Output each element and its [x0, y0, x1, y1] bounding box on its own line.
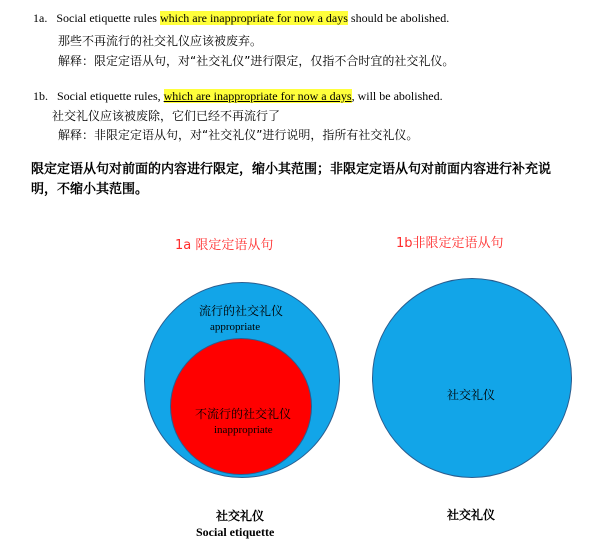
- example-1b-translation: 社交礼仪应该被废除，它们已经不再流行了: [52, 109, 281, 123]
- example-1b-sentence: [33, 89, 443, 104]
- outer-circle-label-en: appropriate: [210, 321, 261, 333]
- outer-circle-label-zh: 流行的社交礼仪: [199, 304, 284, 318]
- diagram-right-title: 1b非限定定语从句: [396, 236, 504, 251]
- inner-circle-label-zh: 不流行的社交礼仪: [195, 407, 292, 421]
- diagram-right-caption-zh: 社交礼仪: [447, 508, 496, 522]
- example-1a-translation: 那些不再流行的社交礼仪应该被废弃。: [58, 34, 263, 48]
- example-1b-sentence-post: , will be abolished.: [351, 89, 443, 103]
- summary-line-2: 明，不缩小其范围。: [31, 182, 149, 197]
- example-1b-number: 1b.: [33, 89, 48, 103]
- diagram-left-caption-en: Social etiquette: [196, 525, 275, 539]
- example-1a-sentence: [33, 11, 449, 26]
- example-1a-sentence-pre: Social etiquette rules: [56, 11, 160, 25]
- diagram-left-caption-zh: 社交礼仪: [216, 509, 265, 523]
- example-1b-sentence-pre: Social etiquette rules,: [57, 89, 164, 103]
- example-1b-explanation: 解释：非限定定语从句，对“社交礼仪”进行说明，指所有社交礼仪。: [58, 128, 419, 142]
- right-circle-social-etiquette: [372, 278, 572, 478]
- example-1b-highlight: which are inappropriate for now a days: [163, 89, 352, 103]
- example-1a-highlight: which are inappropriate for now a days: [159, 11, 348, 25]
- summary-line-1: 限定定语从句对前面的内容进行限定，缩小其范围；非限定定语从句对前面内容进行补充说: [31, 162, 552, 177]
- diagram-left-title: 1a 限定定语从句: [175, 238, 274, 253]
- right-circle-label-zh: 社交礼仪: [447, 388, 496, 402]
- example-1a-sentence-post: should be abolished.: [347, 11, 450, 25]
- example-1a-number: 1a.: [33, 11, 48, 25]
- example-1a-explanation: 解释：限定定语从句，对“社交礼仪”进行限定，仅指不合时宜的社交礼仪。: [58, 54, 455, 68]
- inner-circle-label-en: inappropriate: [214, 424, 273, 436]
